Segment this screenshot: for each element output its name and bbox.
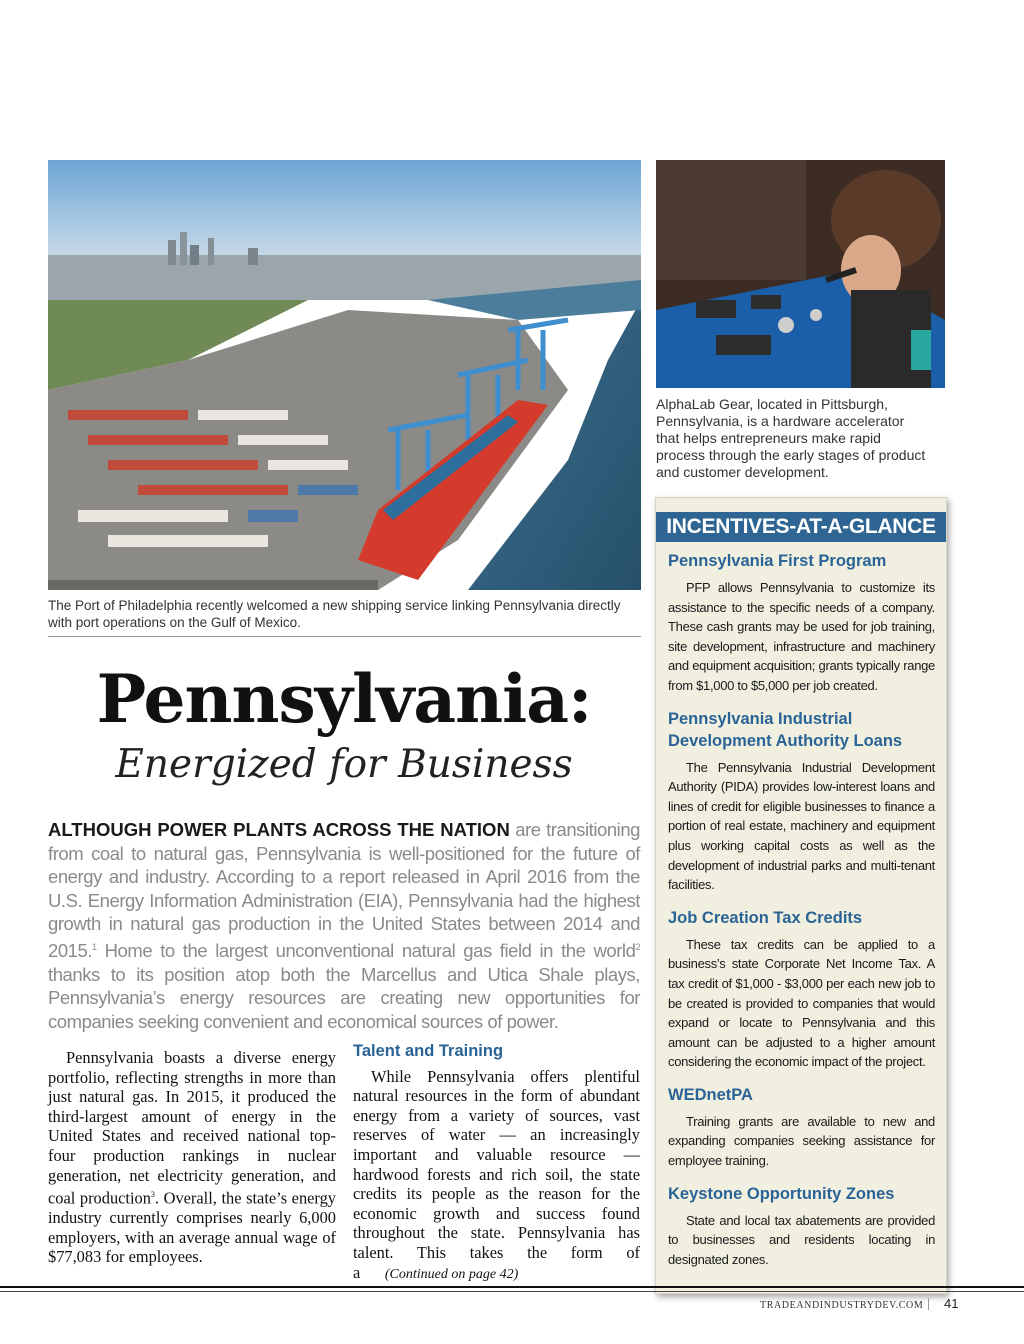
lead-text-2: Home to the largest unconventional natural gas field in the world — [96, 940, 636, 962]
body-paragraph: While Pennsylvania offers plentiful natural resources in the form of abundant energy from a variety of sources, vast reserves of water — an increasingly important and valuable resource — hardwood forests and rich soil, the state credits its people as the reason for the economic growth and success found throughout the state. Pennsylvania has talent. This takes the form of a (Continued on page 42) — [353, 1066, 640, 1282]
footer-separator — [928, 1298, 929, 1310]
incentive-title: Keystone Opportunity Zones — [668, 1184, 895, 1203]
incentive-title: Pennsylvania Industrial Development Authority Loans — [668, 709, 903, 750]
footer-rule — [0, 1286, 1024, 1288]
body-column-2 — [353, 1042, 640, 1284]
caption-divider — [48, 636, 641, 637]
incentive-title: Job Creation Tax Credits — [668, 908, 863, 927]
incentive-title: WEDnetPA — [668, 1085, 753, 1104]
footer-rule — [0, 1291, 1024, 1292]
incentive-text: Training grants are available to new and expanding companies seeking assistance for employee training. — [668, 1113, 935, 1169]
body-column-1 — [48, 1048, 336, 1267]
article-subtitle: Energized for Business — [115, 742, 573, 787]
incentives-sidebar — [655, 497, 947, 1294]
alphalab-photo — [656, 160, 945, 388]
section-heading-talent: Talent and Training — [353, 1042, 504, 1060]
continued-link[interactable]: (Continued on page 42) — [384, 1266, 519, 1282]
port-photo — [48, 160, 641, 590]
lead-paragraph — [48, 818, 640, 1034]
lead-kicker: ALTHOUGH POWER PLANTS ACROSS THE NATION — [48, 819, 510, 840]
lead-text-3: thanks to its position atop both the Marcellus and Utica Shale plays, Pennsylvania’s energy resources are creating new opportunities for companies seeking convenient and economical sources of power. — [48, 963, 640, 1032]
incentive-text: The Pennsylvania Industrial Development Authority (PIDA) provides low-interest loans and lines of credit for eligible businesses to finance a portion of real estate, machinery and equipment plus working capital costs as well as the development of industrial parks and multi-tenant facilities. — [668, 759, 935, 893]
body-paragraph: Pennsylvania boasts a diverse energy portfolio, reflecting strengths in more than just natural gas. In 2015, it produced the third-largest amount of energy in the United States and received national top-four production rankings in nuclear generation, net electricity generation, and coal production$^3$. Overall, the state’s energy industry currently comprises nearly 6,000 employers, with an average annual wage of $77,083 for employees. — [48, 1048, 336, 1267]
article-title: Pennsylvania: — [96, 660, 592, 738]
footnote-2: 2 — [635, 941, 640, 952]
sidebar-content — [668, 550, 935, 1281]
footer-website: TRADEANDINDUSTRYDEV.COM — [760, 1300, 924, 1311]
alphalab-photo-caption: AlphaLab Gear, located in Pittsburgh, Pennsylvania, is a hardware accelerator that helps entrepreneurs make rapid process through the early stages of product and customer development. — [656, 396, 926, 480]
incentive-text: PFP allows Pennsylvania to customize its assistance to the specific needs of a company. These cash grants may be used for job training, site development, infrastructure and machinery and equipment acquisition; grants typically range from $1,000 to $5,000 per job created. — [668, 580, 935, 693]
sidebar-header: INCENTIVES-AT-A-GLANCE — [656, 512, 946, 542]
incentive-text: State and local tax abatements are provided to businesses and residents locating in designated zones. — [668, 1212, 935, 1267]
incentive-title: Pennsylvania First Program — [668, 552, 887, 570]
page-number: 41 — [944, 1296, 959, 1311]
incentive-text: These tax credits can be applied to a business’s state Corporate Net Income Tax. A tax credit of $1,000 - $3,000 per each new job to be created is provided to companies that would expand or locate to Pennsylvania and this amount can be adjusted to a higher amount considering the economic impact of the project. — [668, 936, 935, 1070]
lead-text-1: are transitioning from coal to natural gas, Pennsylvania is well-positioned for the future of energy and industry. According to a report released in April 2016 from the U.S. Energy Information Administration (EIA), Pennsylvania had the highest growth in natural gas production in the United States between 2014 and 2015. — [48, 819, 640, 962]
port-photo-caption: The Port of Philadelphia recently welcomed a new shipping service linking Pennsylvania directly with port operations on the Gulf of Mexico. — [48, 598, 621, 630]
footnote-1: 1 — [92, 941, 97, 952]
footnote-3: 3 — [150, 1190, 155, 1200]
